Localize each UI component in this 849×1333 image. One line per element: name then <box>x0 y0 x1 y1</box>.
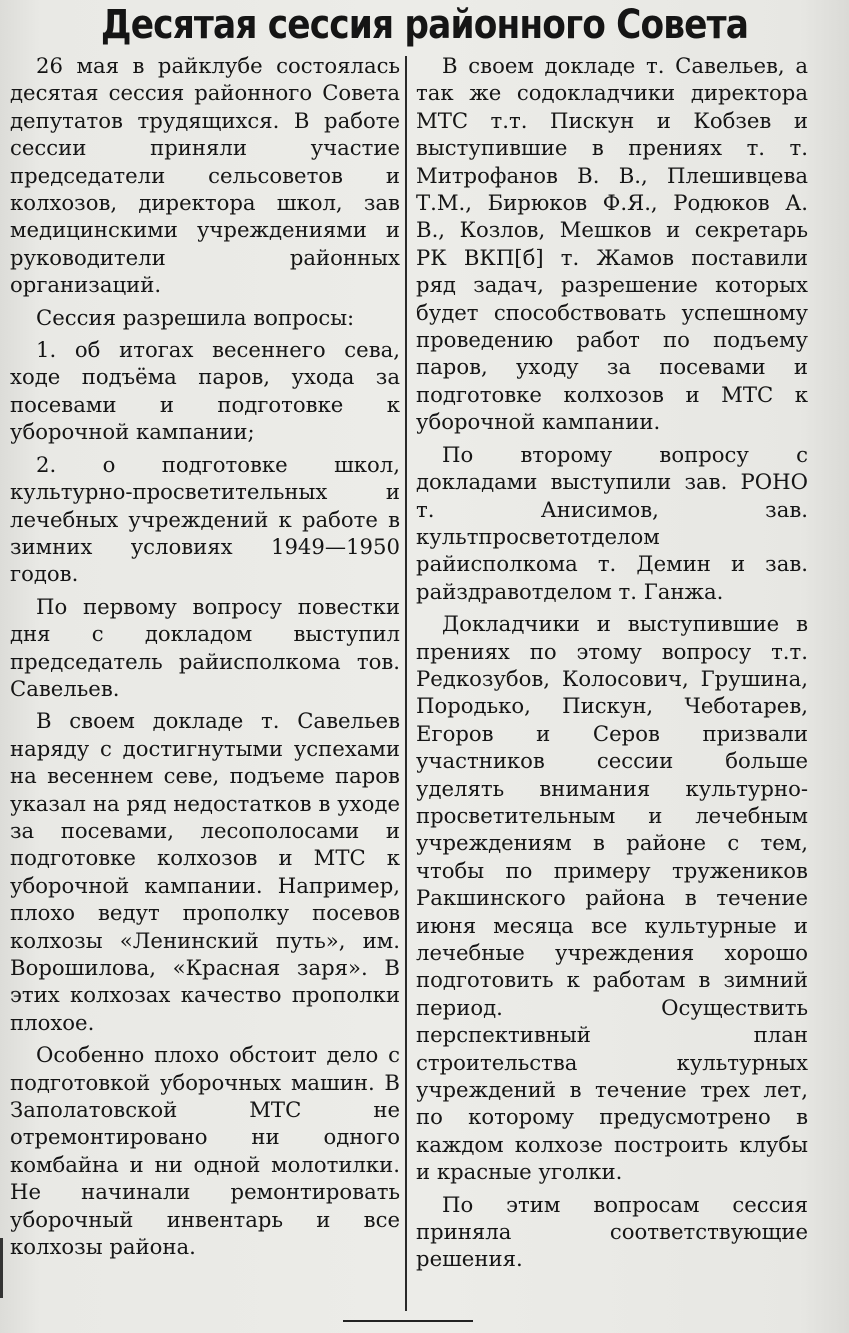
paragraph-session-decisions: По этим вопросам сессия приняла соответствующие решения. <box>416 1191 808 1272</box>
closing-rule <box>343 1320 473 1322</box>
right-column <box>416 52 808 1273</box>
article-headline: Десятая сессия районного Совета <box>100 2 749 48</box>
page-edge-mark <box>0 1238 3 1298</box>
paragraph-harvest-machines: Особенно плохо обстоит дело с подготовкой уборочных машин. В Заполатовской МТС не отремонтировано ни одного комбайна и ни одной молотилки. Не начинали ремонтировать уборочный инвентарь и все колхозы района. <box>10 1042 400 1260</box>
paragraph-question-1: 1. об итогах весеннего сева, ходе подъёма паров, ухода за посевами и подготовке к уборочной кампании; <box>10 337 400 445</box>
paragraph-question-2: 2. о подготовке школ, культурно-просветительных и лечебных учреждений к работе в зимних условиях 1949—1950 годов. <box>10 451 400 587</box>
paragraph-questions-heading: Сессия разрешила вопросы: <box>36 304 355 330</box>
left-column <box>10 52 400 1260</box>
paragraph-first-question-report: По первому вопросу повестки дня с докладом выступил председатель райисполкома тов. Савельев. <box>10 593 400 701</box>
paragraph-savelyev-report: В своем докладе т. Савельев наряду с достигнутыми успехами на весеннем севе, подъеме паров указал на ряд недостатков в уходе за посевами, лесополосами и подготовке колхозов и МТС к уборочной кампании. Например, плохо ведут прополку посевов колхозы «Ленинский путь», им. Ворошилова, «Красная заря». В этих колхозах качество прополки плохое. <box>10 708 400 1035</box>
paragraph-tasks-set: В своем докладе т. Савельев, а так же содокладчики директора МТС т.т. Пискун и Кобзев и выступившие в прениях т. т. Митрофанов В. В., Плешивцева Т.М., Бирюков Ф.Я., Родюков А. В., Козлов, Мешков и секретарь РК ВКП[б] т. Жамов поставили ряд задач, разрешение которых будет способствовать успешному проведению работ по подъему паров, уходу за посевами и подготовке колхозов и МТС к уборочной кампании. <box>416 53 808 435</box>
column-divider <box>405 56 407 1311</box>
paragraph-speakers-call: Докладчики и выступившие в прениях по этому вопросу т.т. Редкозубов, Колосович, Грушина, Породько, Пискун, Чеботарев, Егоров и Серов призвали участников сессии больше уделять внимания культурно-просветительным и лечебным учреждениям в районе с тем, чтобы по примеру тружеников Ракшинского района в течение июня месяца все культурные и лечебные учреждения хорошо подготовить к работам в зимний период. Осуществить перспективный план строительства культурных учреждений в течение трех лет, по которому предусмотрено в каждом колхозе построить клубы и красные уголки. <box>416 611 808 1185</box>
paragraph-second-question-reports: По второму вопросу с докладами выступили зав. РОНО т. Анисимов, зав. культпросветотделом райисполкома т. Демин и зав. райздравотделом т. Ганжа. <box>416 441 808 604</box>
paragraph-session-intro: 26 мая в райклубе состоялась десятая сессия районного Совета депутатов трудящихся. В работе сессии приняли участие председатели сельсоветов и колхозов, директора школ, зав медицинскими учреждениями и руководители районных организаций. <box>10 53 400 298</box>
